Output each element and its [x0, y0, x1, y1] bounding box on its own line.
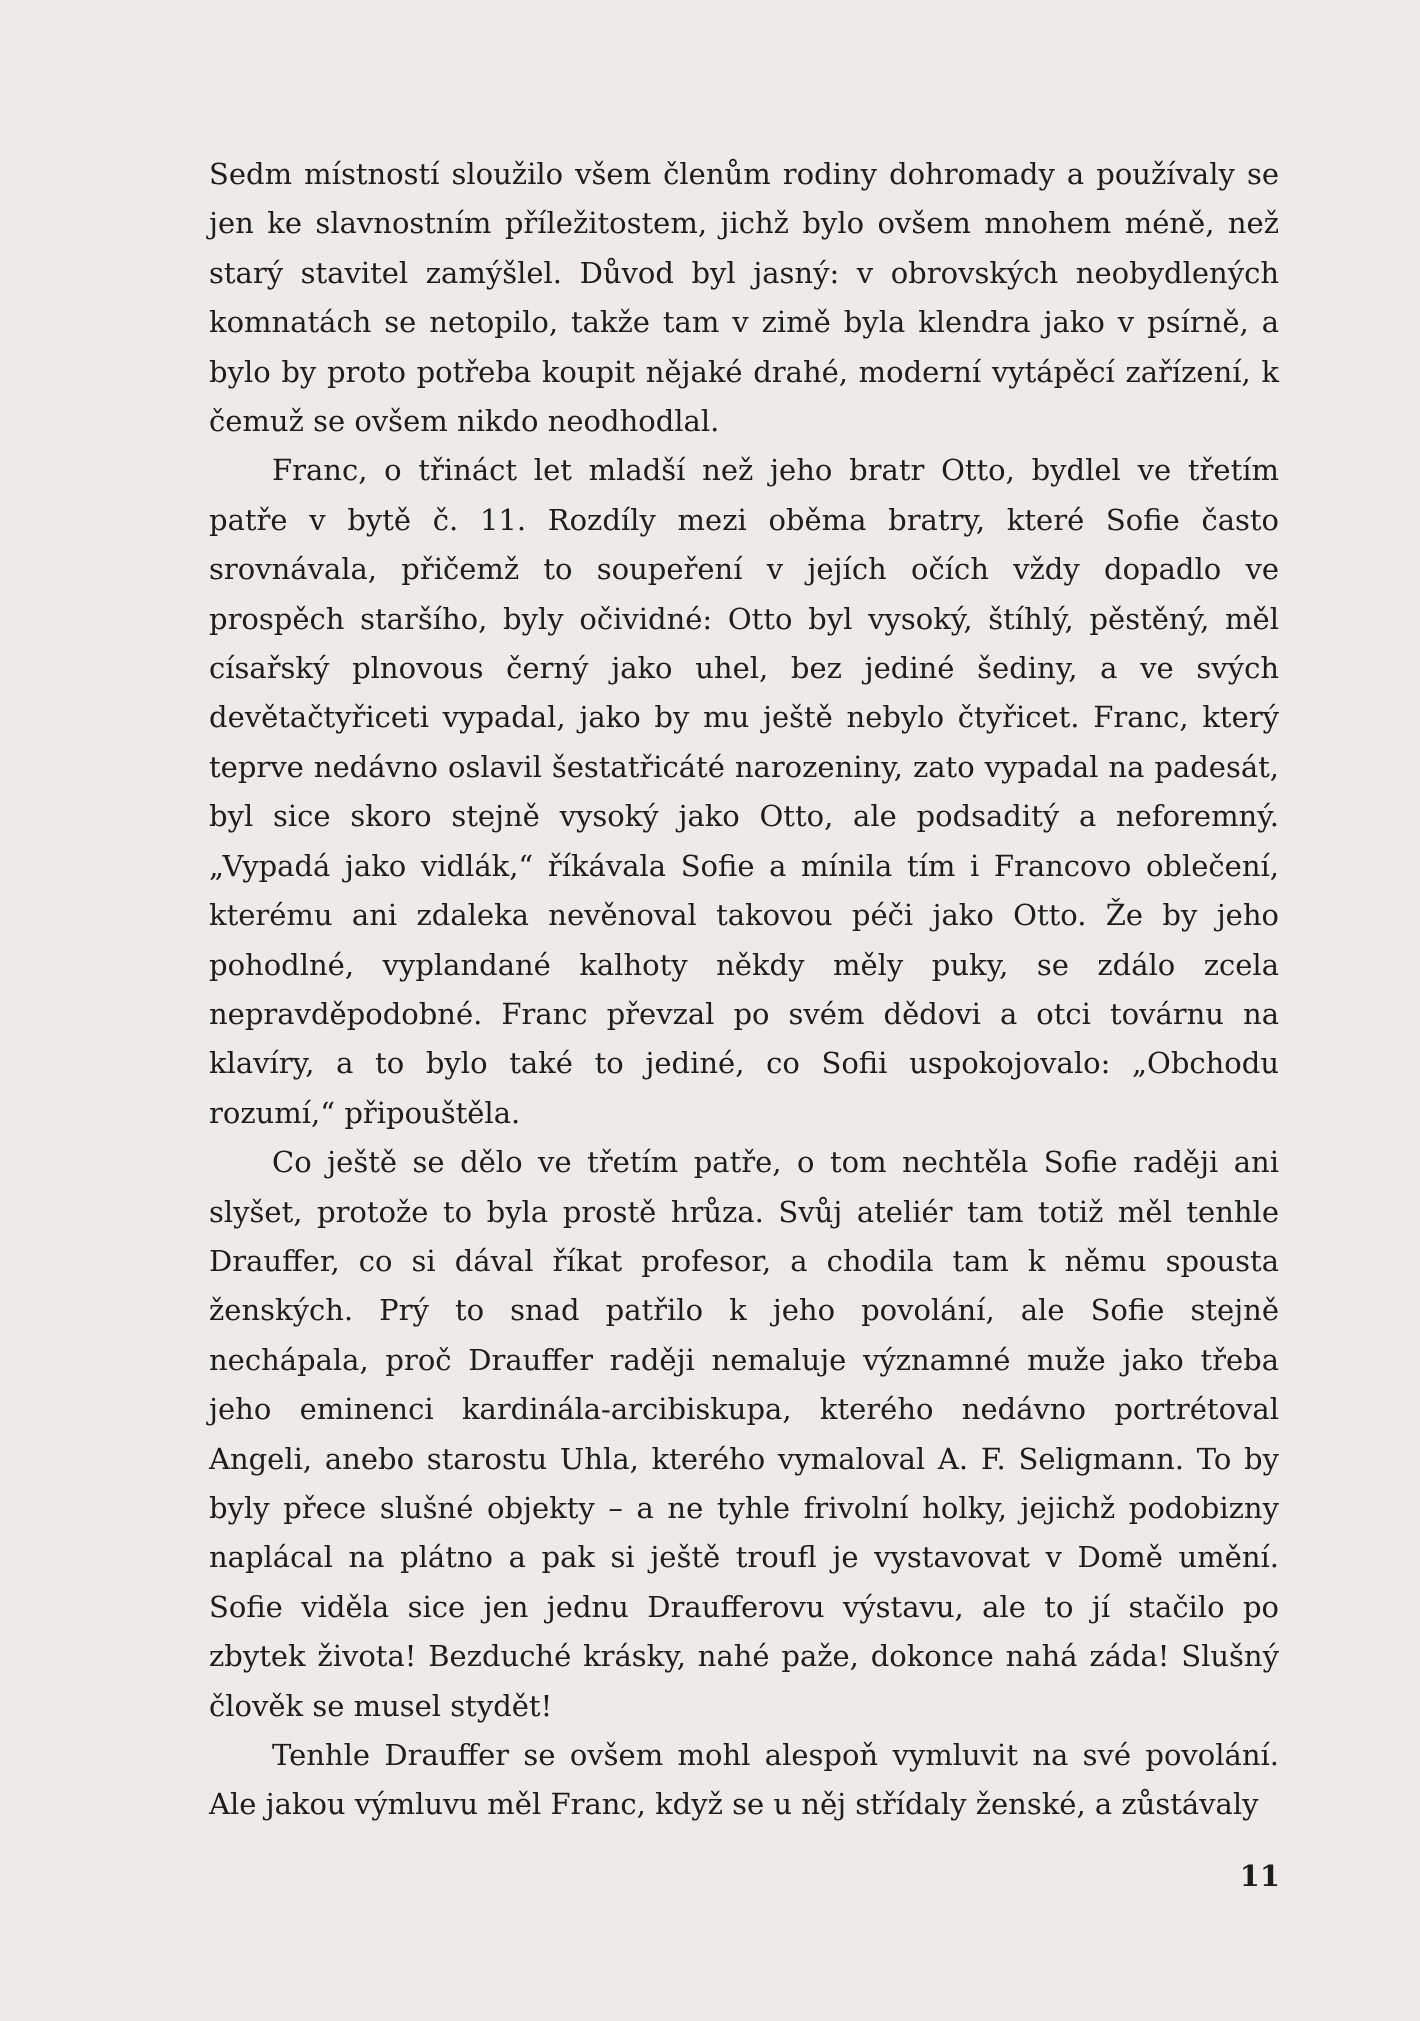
- page-number: 11: [1239, 1859, 1280, 1893]
- body-text: [209, 150, 1279, 1830]
- paragraph-4: Tenhle Drauffer se ovšem mohl alespoň vymluvit na své povolání. Ale jakou výmluvu měl Franc, když se u něj střídaly ženské, a zůstávaly: [209, 1738, 1279, 1822]
- paragraph-3: Co ještě se dělo ve třetím patře, o tom nechtěla Sofie raději ani slyšet, protože to byla prostě hrůza. Svůj ateliér tam totiž měl tenhle Drauffer, co si dával říkat profesor, a chodila tam k němu spousta ženských. Prý to snad patřilo k jeho povolání, ale Sofie stejně nechápala, proč Drauffer raději nemaluje významné muže jako třeba jeho eminenci kardinála-arcibiskupa, kterého nedávno portrétoval Angeli, anebo starostu Uhla, kterého vymaloval A. F. Seligmann. To by byly přece slušné objekty – a ne tyhle frivolní holky, jejichž podobizny naplácal na plátno a pak si ještě troufl je vystavovat v Domě umění. Sofie viděla sice jen jednu Draufferovu výstavu, ale to jí stačilo po zbytek života! Bezduché krásky, nahé paže, dokonce nahá záda! Slušný člověk se musel stydět!: [209, 1145, 1279, 1723]
- paragraph-2: Franc, o třináct let mladší než jeho bratr Otto, bydlel ve třetím patře v bytě č. 11. Rozdíly mezi oběma bratry, které Sofie často srovnávala, přičemž to soupeření v jejích očích vždy dopadlo ve prospěch staršího, byly očividné: Otto byl vysoký, štíhlý, pěstěný, měl císařský plnovous černý jako uhel, bez jediné šediny, a ve svých devětačtyřiceti vypadal, jako by mu ještě nebylo čtyřicet. Franc, který teprve nedávno oslavil šestatřicáté narozeniny, zato vypadal na padesát, byl sice skoro stejně vysoký jako Otto, ale podsaditý a neforemný. „Vypadá jako vidlák,“ říkávala Sofie a mínila tím i Francovo oblečení, kterému ani zdaleka nevěnoval takovou péči jako Otto. Že by jeho pohodlné, vyplandané kalhoty někdy měly puky, se zdálo zcela nepravděpodobné. Franc převzal po svém dědovi a otci továrnu na klavíry, a to bylo také to jediné, co Sofii uspokojovalo: „Obchodu rozumí,“ připouštěla.: [209, 453, 1279, 1130]
- paragraph-1: Sedm místností sloužilo všem členům rodiny dohromady a používaly se jen ke slavnostním příležitostem, jichž bylo ovšem mnohem méně, než starý stavitel zamýšlel. Důvod byl jasný: v obrovských neobydlených komnatách se netopilo, takže tam v zimě byla klendra jako v psírně, a bylo by proto potřeba koupit nějaké drahé, moderní vytápěcí zařízení, k čemuž se ovšem nikdo neodhodlal.: [209, 157, 1279, 439]
